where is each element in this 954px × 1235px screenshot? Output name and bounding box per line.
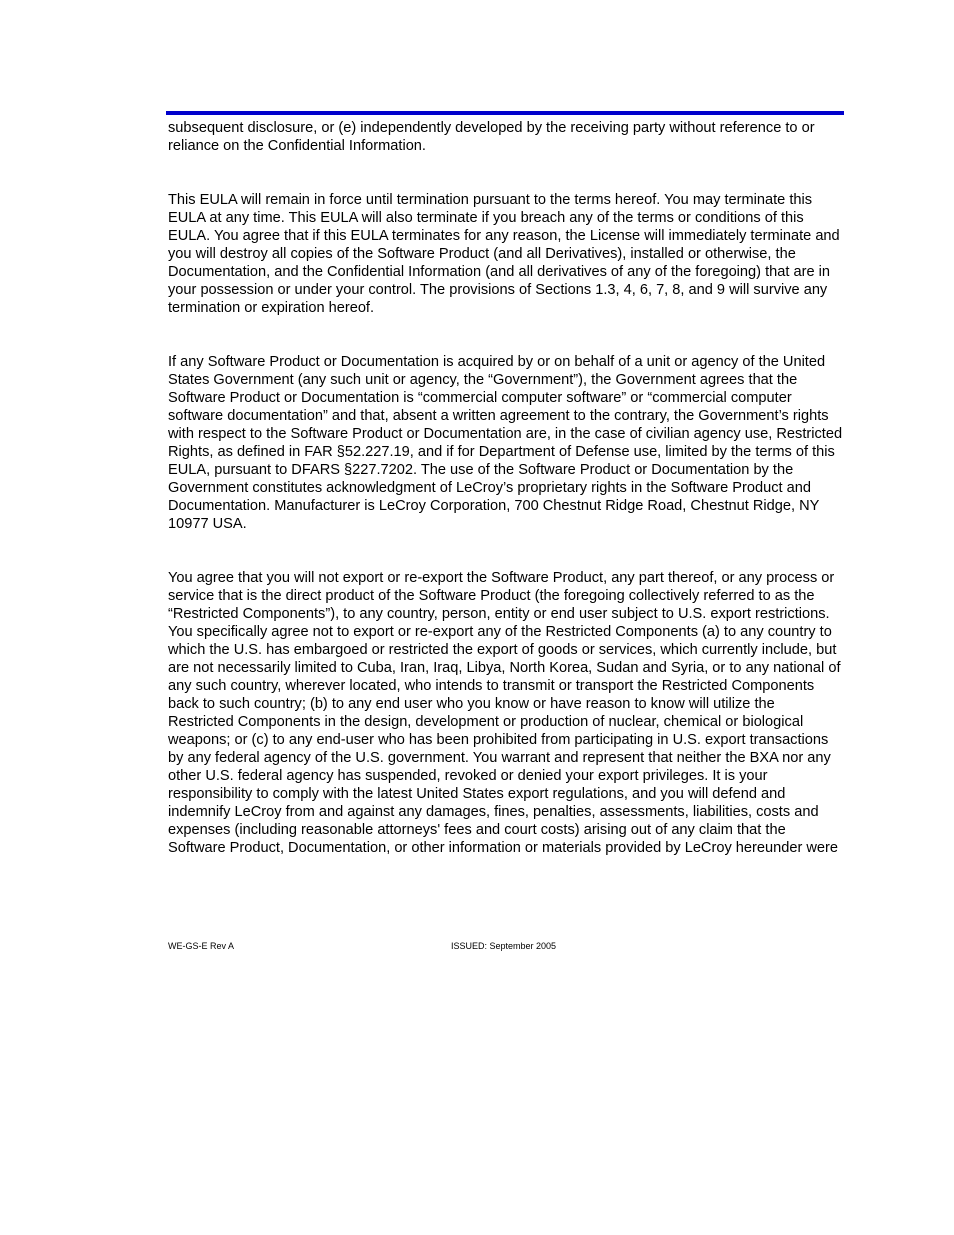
paragraph-government-rights: If any Software Product or Documentation is acquired by or on behalf of a unit or agency of the United States Government (any such unit or agency, the “Government”), the Government agrees that the Software Product or Documentation is “commercial computer software” or “commercial computer software documentation” and that, absent a written agreement to the contrary, the Government’s rights with respect to the Software Product or Documentation are, in the case of civilian agency use, Restricted Rights, as defined in FAR §52.227.19, and if for Department of Defense use, limited by the terms of this EULA, pursuant to DFARS §227.7202. The use of the Software Product or Documentation by the Government constitutes acknowledgment of LeCroy’s proprietary rights in the Software Product and Documentation. Manufacturer is LeCroy Corporation, 700 Chestnut Ridge Road, Chestnut Ridge, NY 10977 USA. <box>168 354 843 532</box>
header-rule <box>166 111 844 115</box>
paragraph-confidential-continuation: subsequent disclosure, or (e) independently developed by the receiving party without reference to or reliance on the Confidential Information. <box>168 120 815 154</box>
paragraph-export-restrictions: You agree that you will not export or re-export the Software Product, any part thereof, or any process or service that is the direct product of the Software Product (the foregoing collectively referred to as the “Restricted Components”), to any country, person, entity or end user subject to U.S. export restrictions. You specifically agree not to export or re-export any of the Restricted Components (a) to any country to which the U.S. has embargoed or restricted the export of goods or services, which currently include, but are not necessarily limited to Cuba, Iran, Iraq, Libya, North Korea, Sudan and Syria, or to any national of any such country, wherever located, who intends to transmit or transport the Restricted Components back to such country; (b) to any end user who you know or have reason to know will utilize the Restricted Components in the design, development or production of nuclear, chemical or biological weapons; or (c) to any end-user who has been prohibited from participating in U.S. export transactions by any federal agency of the U.S. government. You warrant and represent that neither the BXA nor any other U.S. federal agency has suspended, revoked or denied your export privileges. It is your responsibility to comply with the latest United States export regulations, and you will defend and indemnify LeCroy from and against any damages, fines, penalties, assessments, liabilities, costs and expenses (including reasonable attorneys' fees and court costs) arising out of any claim that the Software Product, Documentation, or other information or materials provided by LeCroy hereunder were <box>168 570 841 856</box>
footer-doc-id: WE-GS-E Rev A <box>168 941 235 951</box>
paragraph-termination: This EULA will remain in force until termination pursuant to the terms hereof. You may terminate this EULA at any time. This EULA will also terminate if you breach any of the terms or conditions of this EULA. You agree that if this EULA terminates for any reason, the License will immediately terminate and you will destroy all copies of the Software Product (and all Derivatives), installed or otherwise, the Documentation, and the Confidential Information (and all derivatives of any of the foregoing) that are in your possession or under your control. The provisions of Sections 1.3, 4, 6, 7, 8, and 9 will survive any termination or expiration hereof. <box>168 192 840 316</box>
footer-issued-date: ISSUED: September 2005 <box>451 941 557 951</box>
